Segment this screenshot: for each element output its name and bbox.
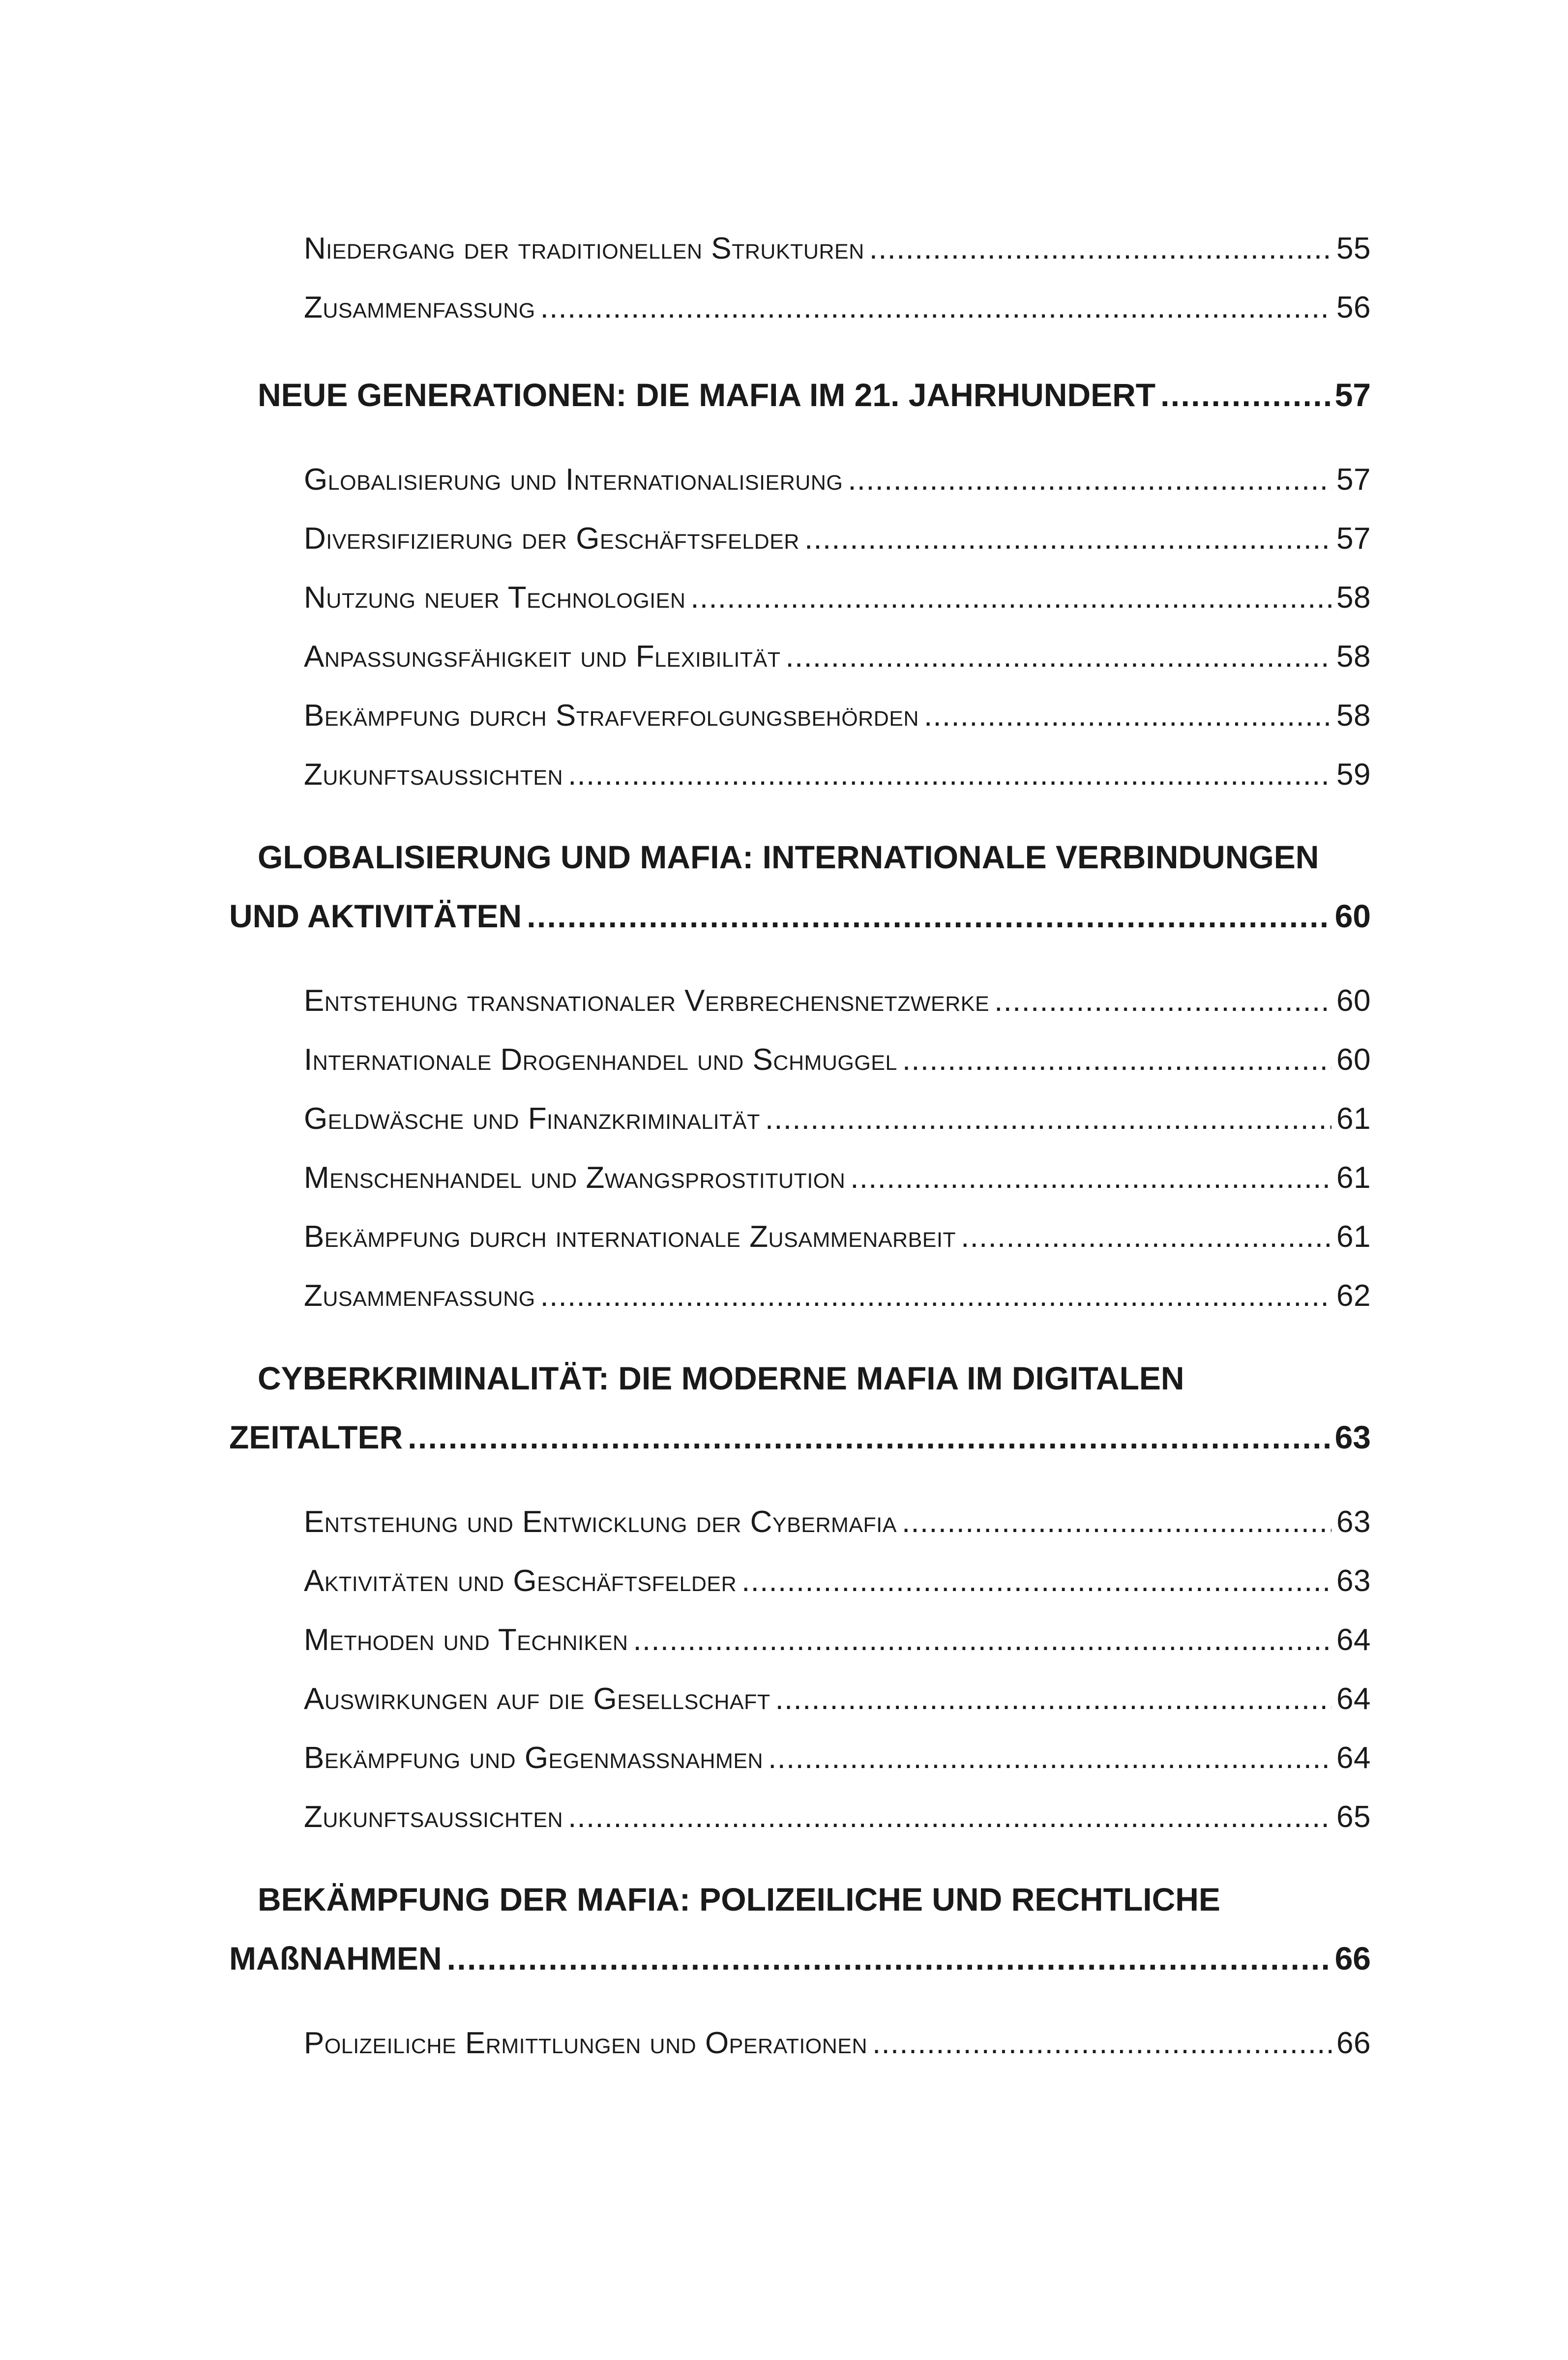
- toc-entry-title: Geldwäsche und Finanzkriminalität: [304, 1102, 760, 1136]
- toc-entry-title: Zukunftsaussichten: [304, 1800, 563, 1834]
- toc-entry-title: Bekämpfung durch Strafverfolgungsbehörden: [304, 699, 919, 733]
- toc-entry[interactable]: [304, 521, 1371, 556]
- toc-chapter-title-line1[interactable]: GLOBALISIERUNG UND MAFIA: INTERNATIONALE VERBINDUNGEN: [258, 839, 1319, 875]
- dot-leader: [768, 1740, 1331, 1775]
- toc-entry-page: 59: [1336, 758, 1371, 792]
- toc-entry-title: Auswirkungen auf die Gesellschaft: [304, 1682, 770, 1716]
- toc-entry-title: Entstehung transnationaler Verbrechensnetzwerke: [304, 984, 990, 1018]
- toc-entry[interactable]: [304, 1800, 1371, 1834]
- toc-entry-title: Aktivitäten und Geschäftsfelder: [304, 1564, 737, 1598]
- dot-leader: [408, 1418, 1330, 1456]
- toc-entry[interactable]: [304, 1622, 1371, 1657]
- dot-leader: [786, 639, 1331, 674]
- toc-chapter-title-line2: ZEITALTER: [229, 1419, 403, 1455]
- toc-chapter-title-line1[interactable]: CYBERKRIMINALITÄT: DIE MODERNE MAFIA IM DIGITALEN: [258, 1360, 1184, 1396]
- toc-chapter[interactable]: [258, 376, 1371, 413]
- dot-leader: [568, 757, 1331, 792]
- toc-entry-page: 63: [1336, 1564, 1371, 1598]
- dot-leader: [527, 897, 1330, 935]
- toc-entry[interactable]: [304, 1504, 1371, 1539]
- dot-leader: [765, 1101, 1331, 1136]
- toc-entry[interactable]: [304, 290, 1371, 325]
- toc-chapter[interactable]: [229, 897, 1371, 935]
- toc-entry-title: Polizeiliche Ermittlungen und Operationen: [304, 2026, 868, 2060]
- dot-leader: [850, 1160, 1331, 1195]
- toc-entry[interactable]: [304, 1219, 1371, 1254]
- toc-entry-title: Menschenhandel und Zwangsprostitution: [304, 1161, 846, 1195]
- toc-entry[interactable]: [304, 1101, 1371, 1136]
- toc-entry[interactable]: [304, 1042, 1371, 1077]
- toc-entry-page: 58: [1336, 640, 1371, 674]
- toc-entry-page: 62: [1336, 1279, 1371, 1313]
- toc-entry-title: Zukunftsaussichten: [304, 758, 563, 792]
- dot-leader: [540, 1278, 1331, 1313]
- toc-chapter-page: 66: [1334, 1940, 1371, 1976]
- toc-entry-page: 61: [1336, 1161, 1371, 1195]
- toc-chapter[interactable]: [229, 1940, 1371, 1977]
- toc-entry[interactable]: [304, 698, 1371, 733]
- dot-leader: [869, 231, 1331, 266]
- toc-entry[interactable]: [304, 1160, 1371, 1195]
- dot-leader: [633, 1622, 1331, 1657]
- toc-entry-page: 63: [1336, 1505, 1371, 1539]
- toc-entry-page: 55: [1336, 232, 1371, 266]
- toc-entry-page: 60: [1336, 984, 1371, 1018]
- dot-leader: [690, 580, 1331, 615]
- dot-leader: [447, 1940, 1330, 1977]
- toc-entry-page: 61: [1336, 1220, 1371, 1254]
- toc-entry-title: Bekämpfung durch internationale Zusammenarbeit: [304, 1220, 956, 1254]
- toc-entry-page: 64: [1336, 1741, 1371, 1775]
- toc-entry[interactable]: [304, 580, 1371, 615]
- toc-entry-page: 57: [1336, 522, 1371, 556]
- toc-entry[interactable]: [304, 1740, 1371, 1775]
- toc-entry-page: 65: [1336, 1800, 1371, 1834]
- toc-entry[interactable]: [304, 757, 1371, 792]
- toc-entry-page: 64: [1336, 1682, 1371, 1716]
- toc-entry-title: Zusammenfassung: [304, 291, 535, 324]
- toc-entry[interactable]: [304, 983, 1371, 1018]
- dot-leader: [961, 1219, 1331, 1254]
- toc-entry[interactable]: [304, 1682, 1371, 1716]
- toc-entry-page: 60: [1336, 1043, 1371, 1077]
- toc-chapter[interactable]: [229, 1418, 1371, 1456]
- toc-entry[interactable]: [304, 2026, 1371, 2061]
- toc-chapter-page: 57: [1334, 377, 1371, 413]
- dot-leader: [741, 1564, 1331, 1598]
- toc-chapter-title: NEUE GENERATIONEN: DIE MAFIA IM 21. JAHRHUNDERT: [258, 377, 1156, 413]
- dot-leader: [804, 521, 1331, 556]
- dot-leader: [902, 1504, 1331, 1539]
- toc-entry-title: Methoden und Techniken: [304, 1623, 628, 1657]
- toc-chapter-title-line1[interactable]: BEKÄMPFUNG DER MAFIA: POLIZEILICHE UND RECHTLICHE: [258, 1881, 1220, 1918]
- toc-entry-page: 61: [1336, 1102, 1371, 1136]
- toc-entry[interactable]: [304, 462, 1371, 497]
- toc-entry-title: Anpassungsfähigkeit und Flexibilität: [304, 640, 781, 674]
- toc-chapter-title-line2: UND AKTIVITÄTEN: [229, 898, 522, 934]
- toc-chapter-page: 60: [1334, 898, 1371, 934]
- toc-entry-page: 56: [1336, 291, 1371, 324]
- toc-entry-title: Bekämpfung und Gegenmaßnahmen: [304, 1741, 764, 1775]
- toc-entry[interactable]: [304, 1564, 1371, 1598]
- toc-entry[interactable]: [304, 231, 1371, 266]
- toc-chapter-page: 63: [1334, 1419, 1371, 1455]
- dot-leader: [568, 1800, 1331, 1834]
- dot-leader: [902, 1042, 1331, 1077]
- dot-leader: [994, 983, 1331, 1018]
- toc-entry[interactable]: [304, 1278, 1371, 1313]
- toc-entry[interactable]: [304, 639, 1371, 674]
- toc-entry-title: Zusammenfassung: [304, 1279, 535, 1313]
- toc-entry-page: 66: [1336, 2026, 1371, 2060]
- toc-entry-page: 58: [1336, 581, 1371, 615]
- toc-entry-title: Internationale Drogenhandel und Schmuggel: [304, 1043, 897, 1077]
- toc-entry-page: 64: [1336, 1623, 1371, 1657]
- dot-leader: [1160, 376, 1330, 413]
- dot-leader: [540, 290, 1331, 325]
- dot-leader: [872, 2026, 1331, 2061]
- toc-chapter-title-line2: MAßNAHMEN: [229, 1940, 442, 1976]
- toc-entry-title: Globalisierung und Internationalisierung: [304, 463, 843, 497]
- toc-entry-title: Nutzung neuer Technologien: [304, 581, 686, 615]
- toc-entry-page: 57: [1336, 463, 1371, 497]
- dot-leader: [775, 1682, 1331, 1716]
- toc-entry-title: Diversifizierung der Geschäftsfelder: [304, 522, 799, 556]
- toc-entry-title: Niedergang der traditionellen Strukturen: [304, 232, 864, 266]
- dot-leader: [848, 462, 1331, 497]
- toc-entry-page: 58: [1336, 699, 1371, 733]
- toc-entry-title: Entstehung und Entwicklung der Cybermafia: [304, 1505, 897, 1539]
- dot-leader: [924, 698, 1331, 733]
